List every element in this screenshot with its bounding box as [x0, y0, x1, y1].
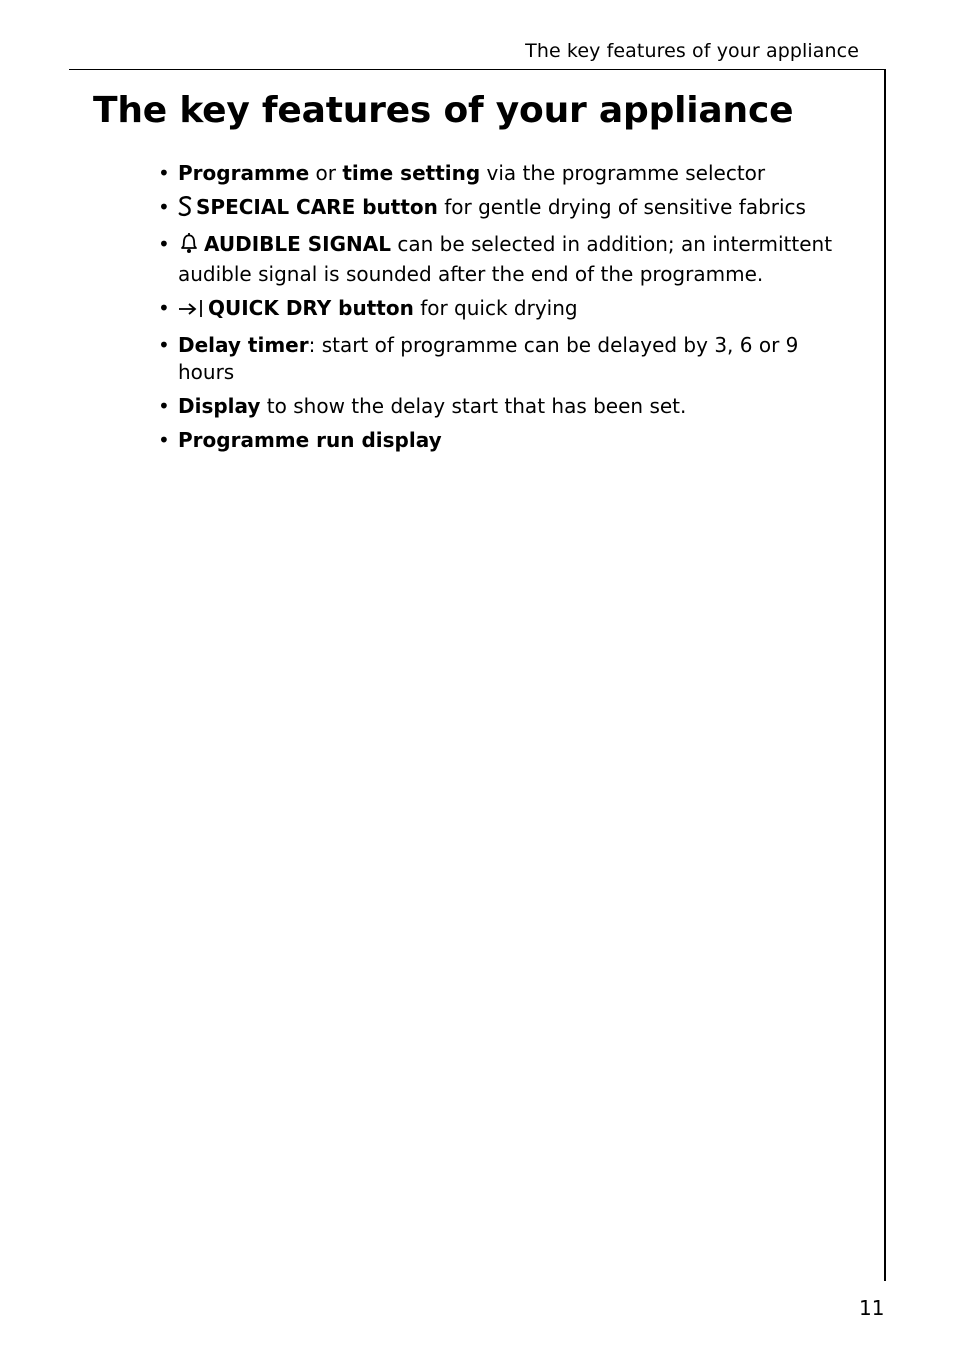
- page-number: 11: [859, 1296, 885, 1320]
- bullet: •: [158, 195, 170, 219]
- feature-term: QUICK DRY button: [208, 296, 414, 320]
- header-rule: [69, 69, 886, 70]
- bell-icon: [178, 232, 200, 261]
- bullet: •: [158, 296, 170, 320]
- list-item: [158, 295, 858, 325]
- list-item: [158, 427, 858, 454]
- feature-text: can be selected in addition; an intermittent audible signal is sounded after the end of the programme.: [178, 232, 833, 286]
- bullet: •: [158, 394, 170, 418]
- margin-rule: [884, 69, 886, 1281]
- list-item: [158, 231, 858, 288]
- list-item: [158, 393, 858, 420]
- feature-term: time setting: [342, 161, 481, 185]
- list-item: [158, 332, 858, 386]
- running-header: The key features of your appliance: [525, 40, 859, 62]
- feature-term: AUDIBLE SIGNAL: [204, 232, 391, 256]
- special-care-icon: [178, 195, 192, 224]
- feature-text: : start of programme can be delayed by 3, 6 or 9 hours: [178, 333, 799, 384]
- list-item: [158, 160, 858, 187]
- feature-text: or: [309, 161, 343, 185]
- page-title: The key features of your appliance: [93, 90, 794, 131]
- feature-text: via the programme selector: [480, 161, 766, 185]
- list-item: [158, 194, 858, 224]
- feature-term: SPECIAL CARE button: [196, 195, 438, 219]
- feature-list: [158, 160, 858, 461]
- feature-term: Programme run display: [178, 428, 442, 452]
- feature-text: for gentle drying of sensitive fabrics: [437, 195, 806, 219]
- bullet: •: [158, 333, 170, 357]
- feature-text: for quick drying: [413, 296, 578, 320]
- bullet: •: [158, 232, 170, 256]
- bullet: •: [158, 161, 170, 185]
- feature-text: to show the delay start that has been set.: [260, 394, 687, 418]
- bullet: •: [158, 428, 170, 452]
- feature-term: Delay timer: [178, 333, 309, 357]
- feature-term: Programme: [178, 161, 310, 185]
- quick-dry-icon: [178, 298, 204, 325]
- feature-term: Display: [178, 394, 261, 418]
